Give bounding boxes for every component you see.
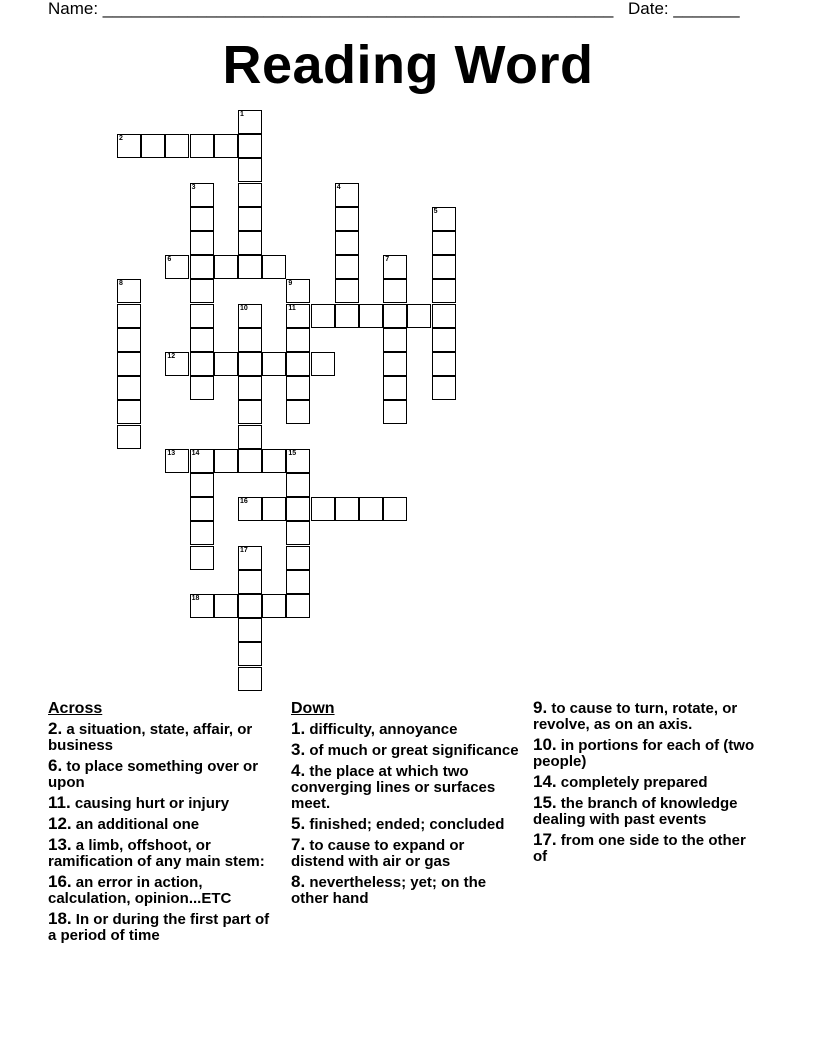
crossword-cell[interactable]	[238, 570, 262, 594]
cell-number: 7	[385, 256, 390, 264]
clue-number: 17.	[533, 830, 557, 849]
crossword-cell[interactable]	[335, 304, 359, 328]
clue-text: an additional one	[71, 816, 200, 833]
cell-number: 11	[288, 304, 296, 312]
clue-text: from one side to the other of	[533, 832, 746, 865]
clue-number: 11.	[48, 793, 71, 812]
crossword-cell[interactable]	[383, 497, 407, 521]
cell-number: 1	[240, 111, 244, 118]
crossword-cell[interactable]	[190, 376, 214, 400]
cell-number: 6	[167, 256, 172, 264]
crossword-cell[interactable]	[238, 158, 262, 182]
clue-number: 9.	[533, 698, 548, 717]
crossword-cell[interactable]	[286, 449, 310, 473]
crossword-cell[interactable]	[190, 255, 214, 279]
crossword-cell[interactable]	[383, 279, 407, 303]
crossword-cell[interactable]	[238, 110, 262, 134]
clue-item	[48, 795, 278, 812]
crossword-cell[interactable]	[286, 594, 310, 618]
crossword-cell[interactable]	[238, 207, 262, 231]
crossword-cell[interactable]	[335, 231, 359, 255]
clue-text: the branch of knowledge dealing with past events	[533, 795, 738, 828]
crossword-cell[interactable]	[190, 134, 214, 158]
crossword-cell[interactable]	[190, 473, 214, 497]
clue-item	[48, 874, 278, 907]
crossword-cell[interactable]	[286, 400, 310, 424]
crossword-cell[interactable]	[117, 425, 141, 449]
cell-number: 15	[288, 449, 297, 457]
crossword-cell[interactable]	[262, 255, 286, 279]
clue-item	[533, 832, 763, 865]
down-clue-list	[291, 721, 521, 907]
clue-number: 12.	[48, 814, 72, 833]
crossword-cell[interactable]	[286, 328, 310, 352]
cell-number: 2	[119, 135, 123, 143]
crossword-cell[interactable]	[165, 134, 189, 158]
clue-number: 8.	[291, 872, 306, 891]
crossword-cell[interactable]	[286, 352, 310, 376]
clue-number: 18.	[48, 909, 72, 928]
clue-item	[533, 700, 763, 733]
clue-number: 16.	[48, 872, 72, 891]
crossword-cell[interactable]	[238, 546, 262, 570]
clue-text: difficulty, annoyance	[305, 721, 458, 738]
cell-number: 18	[191, 595, 200, 602]
clue-text: In or during the first part of a period of time	[48, 911, 270, 944]
clue-number: 7.	[291, 835, 306, 854]
clue-item	[533, 737, 763, 770]
crossword-cell[interactable]	[262, 497, 286, 521]
crossword-cell[interactable]	[190, 304, 214, 328]
crossword-cell[interactable]	[117, 328, 141, 352]
crossword-cell[interactable]	[238, 352, 262, 376]
crossword-cell[interactable]	[238, 667, 262, 691]
clue-number: 4.	[291, 761, 306, 780]
crossword-cell[interactable]	[117, 352, 141, 376]
crossword-cell[interactable]	[383, 376, 407, 400]
crossword-cell[interactable]	[190, 546, 214, 570]
clue-text: causing hurt or injury	[70, 795, 230, 812]
cell-number: 16	[240, 498, 248, 506]
crossword-cell[interactable]	[190, 352, 214, 376]
crossword-cell[interactable]	[165, 449, 189, 473]
crossword-cell[interactable]	[432, 328, 456, 352]
cell-number: 10	[240, 304, 248, 312]
crossword-cell[interactable]	[214, 134, 238, 158]
crossword-cell[interactable]	[238, 134, 262, 158]
crossword-cell[interactable]	[238, 231, 262, 255]
crossword-cell[interactable]	[432, 231, 456, 255]
crossword-cell[interactable]	[432, 376, 456, 400]
crossword-cell[interactable]	[359, 497, 383, 521]
clue-item	[533, 774, 763, 791]
crossword-cell[interactable]	[238, 328, 262, 352]
crossword-cell[interactable]	[190, 521, 214, 545]
crossword-cell[interactable]	[359, 304, 383, 328]
crossword-cell[interactable]	[238, 183, 262, 207]
crossword-cell[interactable]	[141, 134, 165, 158]
header	[48, 0, 768, 22]
clue-item	[533, 795, 763, 828]
crossword-cell[interactable]	[286, 546, 310, 570]
clue-item	[48, 816, 278, 833]
down-heading: Down	[291, 700, 335, 717]
crossword-cell[interactable]	[117, 304, 141, 328]
clue-number: 13.	[48, 835, 72, 854]
cell-number: 12	[167, 353, 176, 360]
clue-item	[291, 763, 521, 812]
crossword-cell[interactable]	[383, 328, 407, 352]
cell-number: 3	[191, 183, 196, 191]
crossword-cell[interactable]	[383, 352, 407, 376]
crossword-cell[interactable]	[238, 425, 262, 449]
clue-text: a limb, offshoot, or ramification of any main stem:	[48, 837, 265, 870]
clue-number: 14.	[533, 772, 557, 791]
crossword-cell[interactable]	[238, 400, 262, 424]
crossword-cell[interactable]	[238, 642, 262, 666]
crossword-cell[interactable]	[286, 304, 310, 328]
clue-text: an error in action, calculation, opinion...ETC	[48, 874, 232, 907]
crossword-cell[interactable]	[190, 497, 214, 521]
cell-number: 13	[167, 449, 176, 457]
clue-text: a situation, state, affair, or business	[48, 721, 253, 754]
date-field-label[interactable]: Date: _______	[628, 0, 740, 18]
clue-item	[48, 837, 278, 870]
crossword-cell[interactable]	[214, 352, 238, 376]
crossword-cell[interactable]	[335, 497, 359, 521]
clue-number: 2.	[48, 719, 63, 738]
clue-text: completely prepared	[556, 774, 708, 791]
clue-number: 6.	[48, 756, 63, 775]
crossword-cell[interactable]	[311, 352, 335, 376]
clue-text: the place at which two converging lines or surfaces meet.	[291, 763, 496, 812]
crossword-cell[interactable]	[238, 618, 262, 642]
cell-number: 14	[191, 449, 200, 457]
cell-number: 5	[433, 207, 438, 215]
crossword-cell[interactable]	[335, 183, 359, 207]
crossword-cell[interactable]	[286, 279, 310, 303]
crossword-cell[interactable]	[286, 570, 310, 594]
crossword-cell[interactable]	[432, 352, 456, 376]
cell-number: 9	[288, 280, 293, 288]
crossword-cell[interactable]	[238, 255, 262, 279]
crossword-cell[interactable]	[165, 352, 189, 376]
crossword-cell[interactable]	[190, 328, 214, 352]
crossword-cell[interactable]	[286, 473, 310, 497]
clue-number: 1.	[291, 719, 306, 738]
clue-item	[291, 874, 521, 907]
crossword-cell[interactable]	[286, 521, 310, 545]
clue-number: 10.	[533, 735, 557, 754]
crossword-cell[interactable]	[311, 304, 335, 328]
crossword-cell[interactable]	[190, 449, 214, 473]
crossword-cell[interactable]	[238, 376, 262, 400]
crossword-cell[interactable]	[286, 376, 310, 400]
crossword-cell[interactable]	[432, 279, 456, 303]
cell-number: 17	[240, 546, 248, 554]
across-clue-list	[48, 721, 278, 944]
crossword-cell[interactable]	[262, 594, 286, 618]
crossword-cell[interactable]	[335, 279, 359, 303]
name-field-label[interactable]: Name: ______________________________________________________	[48, 0, 614, 18]
crossword-cell[interactable]	[190, 231, 214, 255]
clue-text: finished; ended; concluded	[305, 816, 505, 833]
down-clues-continued	[533, 700, 763, 869]
clue-number: 3.	[291, 740, 306, 759]
crossword-cell[interactable]	[117, 279, 141, 303]
crossword-cell[interactable]	[383, 400, 407, 424]
clue-item	[291, 816, 521, 833]
crossword-cell[interactable]	[165, 255, 189, 279]
cell-number: 8	[119, 280, 123, 288]
clue-item	[48, 911, 278, 944]
page-title: Reading Word	[222, 35, 594, 95]
clue-item	[48, 758, 278, 791]
across-heading: Across	[48, 700, 103, 717]
crossword-cell[interactable]	[407, 304, 431, 328]
crossword-cell[interactable]	[117, 134, 141, 158]
crossword-cell[interactable]	[190, 594, 214, 618]
crossword-cell[interactable]	[262, 352, 286, 376]
clue-item	[291, 837, 521, 870]
crossword-cell[interactable]	[190, 183, 214, 207]
crossword-cell[interactable]	[238, 449, 262, 473]
clue-text: to place something over or upon	[48, 758, 259, 791]
clue-text: to cause to expand or distend with air or gas	[291, 837, 465, 870]
cell-number: 4	[336, 183, 341, 191]
clue-text: in portions for each of (two people)	[533, 737, 755, 770]
crossword-cell[interactable]	[214, 255, 238, 279]
across-clues	[48, 700, 278, 948]
clue-text: to cause to turn, rotate, or revolve, as on an axis.	[533, 700, 738, 733]
crossword-cell[interactable]	[190, 207, 214, 231]
crossword-cell[interactable]	[238, 304, 262, 328]
clue-number: 5.	[291, 814, 306, 833]
crossword-cell[interactable]	[432, 207, 456, 231]
crossword-cell[interactable]	[190, 279, 214, 303]
crossword-cell[interactable]	[383, 255, 407, 279]
crossword-cell[interactable]	[214, 449, 238, 473]
down-clues	[291, 700, 521, 911]
crossword-cell[interactable]	[286, 497, 310, 521]
crossword-cell[interactable]	[214, 594, 238, 618]
crossword-cell[interactable]	[432, 304, 456, 328]
down-clue-list-continued	[533, 700, 763, 865]
crossword-cell[interactable]	[311, 497, 335, 521]
crossword-cell[interactable]	[383, 304, 407, 328]
clue-number: 15.	[533, 793, 557, 812]
crossword-cell[interactable]	[238, 497, 262, 521]
crossword-cell[interactable]	[117, 376, 141, 400]
clue-text: of much or great significance	[305, 742, 519, 759]
crossword-cell[interactable]	[335, 255, 359, 279]
crossword-cell[interactable]	[432, 255, 456, 279]
clue-text: nevertheless; yet; on the other hand	[291, 874, 487, 907]
clue-item	[48, 721, 278, 754]
crossword-cell[interactable]	[238, 594, 262, 618]
clue-item	[291, 742, 521, 759]
crossword-cell[interactable]	[335, 207, 359, 231]
crossword-cell[interactable]	[117, 400, 141, 424]
clue-item	[291, 721, 521, 738]
crossword-cell[interactable]	[262, 449, 286, 473]
